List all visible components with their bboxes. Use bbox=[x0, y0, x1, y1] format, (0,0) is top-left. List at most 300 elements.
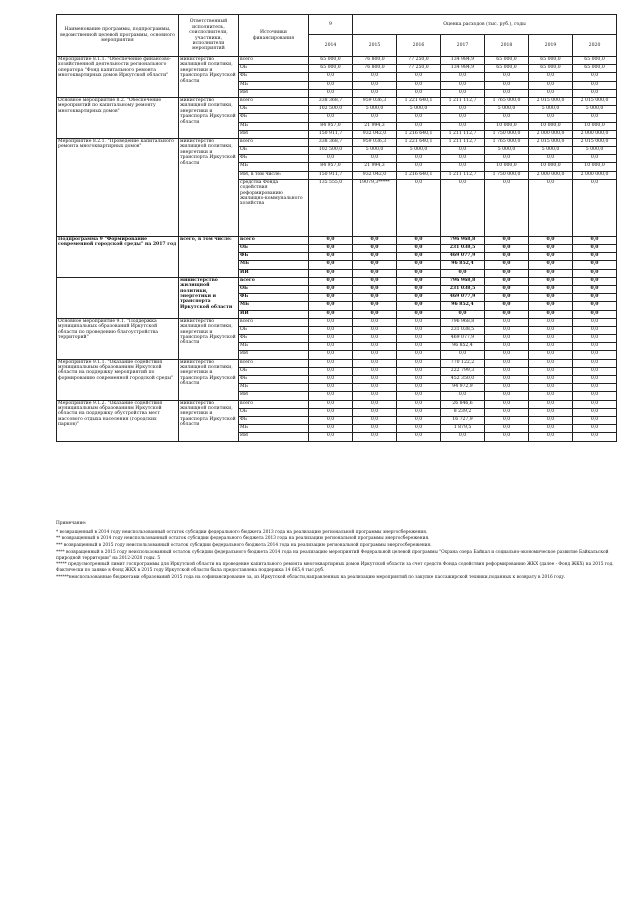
amount-cell: 0,0 bbox=[309, 433, 353, 441]
header-year: 2020 bbox=[573, 35, 617, 57]
amount-cell: 0,0 bbox=[309, 277, 353, 285]
note-item: ** возвращенный в 2014 году неиспользованный остаток субсидии федерального бюджета 2013 года на реализацию региональной программы энергосбережения. bbox=[56, 536, 430, 542]
funding-source: ОБ bbox=[239, 245, 309, 253]
amount-cell: 0,0 bbox=[485, 81, 529, 89]
amount-cell: 0,0 bbox=[485, 351, 529, 359]
funding-source: ОБ bbox=[239, 106, 309, 114]
amount-cell: 84 957,0 bbox=[309, 122, 353, 130]
amount-cell: 0,0 bbox=[353, 89, 397, 97]
amount-cell: 0,0 bbox=[441, 155, 485, 163]
amount-cell: 0,0 bbox=[397, 343, 441, 351]
amount-cell: 0,0 bbox=[529, 433, 573, 441]
amount-cell: 0,0 bbox=[309, 326, 353, 334]
amount-cell: 0,0 bbox=[397, 89, 441, 97]
amount-cell: 10 000,0 bbox=[529, 122, 573, 130]
note-item: **** возвращенный в 2015 году неиспользованный остаток субсидии федерального бюджета 2014 года на реализацию мероприятий Федеральной целевой программы "Охрана озера Байкал и социально-экономическое развитие Байкальской природной территории" на 2012-2020 годы. 5 bbox=[56, 549, 609, 561]
amount-cell: 0,0 bbox=[309, 351, 353, 359]
amount-cell: 2 000 000,0 bbox=[573, 171, 617, 179]
amount-cell: 932 042,0 bbox=[353, 130, 397, 138]
funding-source: ОБ bbox=[239, 147, 309, 155]
table-row bbox=[57, 57, 617, 65]
amount-cell: 0,0 bbox=[397, 416, 441, 424]
funding-source: ИИ bbox=[239, 310, 309, 318]
executor: министерство жилищной политики, энергетики и транспорта Иркутской области bbox=[179, 277, 239, 318]
amount-cell: 0,0 bbox=[441, 392, 485, 400]
funding-source: ИИ bbox=[239, 433, 309, 441]
amount-cell: 0,0 bbox=[441, 351, 485, 359]
amount-cell: 5 000,0 bbox=[485, 147, 529, 155]
amount-cell: 959 036,3 bbox=[353, 97, 397, 105]
amount-cell: 0,0 bbox=[397, 277, 441, 285]
amount-cell: 0,0 bbox=[529, 400, 573, 408]
amount-cell: 0,0 bbox=[485, 367, 529, 375]
amount-cell: 0,0 bbox=[485, 433, 529, 441]
amount-cell: 0,0 bbox=[485, 400, 529, 408]
amount-cell: 0,0 bbox=[485, 253, 529, 261]
amount-cell: 0,0 bbox=[485, 89, 529, 97]
amount-cell: 0,0 bbox=[529, 89, 573, 97]
amount-cell: 77 250,0 bbox=[397, 57, 441, 65]
amount-cell: 5 000,0 bbox=[353, 147, 397, 155]
amount-cell: 0,0 bbox=[529, 179, 573, 236]
amount-cell: 1 216 640,1 bbox=[397, 130, 441, 138]
amount-cell: 469 077,9 bbox=[441, 294, 485, 302]
amount-cell: 2 000 000,0 bbox=[529, 171, 573, 179]
amount-cell: 65 000,0 bbox=[485, 65, 529, 73]
funding-source: ФБ bbox=[239, 253, 309, 261]
amount-cell: 0,0 bbox=[309, 81, 353, 89]
amount-cell: 0,0 bbox=[529, 294, 573, 302]
amount-cell: 10 000,0 bbox=[573, 122, 617, 130]
activity-name: Основное мероприятие 8.2. "Обеспечение мероприятий по капитальному ремонту многоквартирных домов" bbox=[57, 97, 179, 138]
amount-cell: 0,0 bbox=[529, 359, 573, 367]
header-year: 2019 bbox=[529, 35, 573, 57]
amount-cell: 1 750 000,0 bbox=[485, 130, 529, 138]
funding-source: МБ bbox=[239, 384, 309, 392]
amount-cell: 0,0 bbox=[353, 408, 397, 416]
funding-source: ФБ bbox=[239, 376, 309, 384]
funding-source: всего bbox=[239, 400, 309, 408]
amount-cell: 0,0 bbox=[397, 376, 441, 384]
amount-cell: 65 000,0 bbox=[309, 57, 353, 65]
amount-cell: 0,0 bbox=[309, 400, 353, 408]
amount-cell: 0,0 bbox=[573, 236, 617, 244]
amount-cell: 0,0 bbox=[485, 416, 529, 424]
amount-cell: 0,0 bbox=[485, 245, 529, 253]
amount-cell: 0,0 bbox=[529, 73, 573, 81]
amount-cell: 0,0 bbox=[353, 294, 397, 302]
amount-cell: 0,0 bbox=[397, 163, 441, 171]
amount-cell: 0,0 bbox=[441, 433, 485, 441]
amount-cell: 0,0 bbox=[309, 285, 353, 293]
amount-cell: 0,0 bbox=[397, 384, 441, 392]
executor: министерство жилищной политики, энергетики и транспорта Иркутской области bbox=[179, 138, 239, 236]
amount-cell: 0,0 bbox=[573, 351, 617, 359]
amount-cell: 0,0 bbox=[309, 416, 353, 424]
activity-name: Основное мероприятие 9.1. "Поддержка муниципальных образований Иркутской области по проведению благоустройства территорий" bbox=[57, 318, 179, 359]
amount-cell: 0,0 bbox=[353, 416, 397, 424]
amount-cell: 0,0 bbox=[397, 236, 441, 244]
amount-cell: 0,0 bbox=[397, 261, 441, 269]
amount-cell: 0,0 bbox=[485, 236, 529, 244]
amount-cell: 0,0 bbox=[441, 73, 485, 81]
amount-cell: 0,0 bbox=[353, 433, 397, 441]
activity-name: Мероприятие 9.1.2. "Оказание содействия муниципальным образованиям Иркутской области на поддержку обустройства мест массового отдыха населения (городских парков)" bbox=[57, 400, 179, 441]
table-row bbox=[57, 97, 617, 105]
amount-cell: 469 077,9 bbox=[441, 335, 485, 343]
amount-cell: 0,0 bbox=[529, 376, 573, 384]
amount-cell: 0,0 bbox=[573, 261, 617, 269]
amount-cell: 0,0 bbox=[573, 81, 617, 89]
amount-cell: 5 000,0 bbox=[485, 106, 529, 114]
amount-cell: 0,0 bbox=[485, 425, 529, 433]
funding-source: ОБ bbox=[239, 408, 309, 416]
amount-cell: 338 368,7 bbox=[309, 138, 353, 146]
amount-cell: 0,0 bbox=[441, 89, 485, 97]
amount-cell: 19079,3***** bbox=[353, 179, 397, 236]
amount-cell: 1 221 640,1 bbox=[397, 138, 441, 146]
note-item: ******неиспользованные бюджетами образований 2015 года на софинансирование за, из Иркутской области,направленных на реализацию мероприятий по закупке пассажирской техники,поданных к возврату в 2016 году. bbox=[56, 574, 566, 580]
activity-name: Мероприятие 8.2.1. "Проведение капитального ремонта многоквартирных домов" bbox=[57, 138, 179, 236]
amount-cell: 26 846,6 bbox=[441, 400, 485, 408]
amount-cell: 0,0 bbox=[529, 335, 573, 343]
funding-source: ИИ bbox=[239, 392, 309, 400]
note-item: * возвращенный в 2014 году неиспользованный остаток субсидии федерального бюджета 2013 года на реализацию региональной программы энергосбережения. bbox=[56, 529, 428, 535]
funding-source: ОБ bbox=[239, 367, 309, 375]
amount-cell: 0,0 bbox=[353, 425, 397, 433]
amount-cell: 0,0 bbox=[397, 73, 441, 81]
amount-cell: 0,0 bbox=[573, 253, 617, 261]
amount-cell: 0,0 bbox=[485, 326, 529, 334]
amount-cell: 0,0 bbox=[529, 155, 573, 163]
amount-cell: 0,0 bbox=[441, 106, 485, 114]
amount-cell: 2 015 000,0 bbox=[529, 138, 573, 146]
amount-cell: 102 500,0 bbox=[309, 147, 353, 155]
activity-name: Мероприятие 8.1.1. "Обеспечение финансово-хозяйственной деятельности регионального оператора "Фонд капитального ремонта многоквартирных домов Иркутской области" bbox=[57, 57, 179, 98]
funding-source: МБ bbox=[239, 163, 309, 171]
amount-cell: 0,0 bbox=[441, 269, 485, 277]
amount-cell: 0,0 bbox=[309, 114, 353, 122]
activity-name: Мероприятие 9.1.1. "Оказание содействия муниципальным образованиям Иркутской области на поддержку мероприятий по формированию современной городской среды" bbox=[57, 359, 179, 400]
notes-title: Примечание: bbox=[56, 521, 87, 526]
amount-cell: 0,0 bbox=[573, 326, 617, 334]
amount-cell: 0,0 bbox=[309, 269, 353, 277]
funding-source: МБ bbox=[239, 302, 309, 310]
amount-cell: 338 368,7 bbox=[309, 97, 353, 105]
amount-cell: 0,0 bbox=[397, 179, 441, 236]
amount-cell: 0,0 bbox=[485, 318, 529, 326]
amount-cell: 0,0 bbox=[397, 400, 441, 408]
amount-cell: 0,0 bbox=[485, 114, 529, 122]
amount-cell: 0,0 bbox=[529, 408, 573, 416]
amount-cell: 0,0 bbox=[485, 335, 529, 343]
amount-cell: 959 036,3 bbox=[353, 138, 397, 146]
amount-cell: 0,0 bbox=[573, 302, 617, 310]
amount-cell: 0,0 bbox=[309, 392, 353, 400]
amount-cell: 0,0 bbox=[353, 269, 397, 277]
amount-cell: 0,0 bbox=[529, 253, 573, 261]
funding-source: ИИ, в том числе: bbox=[239, 171, 309, 179]
funding-source: МБ bbox=[239, 425, 309, 433]
amount-cell: 1 765 000,0 bbox=[485, 138, 529, 146]
amount-cell: 0,0 bbox=[573, 285, 617, 293]
amount-cell: 96 852,4 bbox=[441, 343, 485, 351]
funding-source: ИИ bbox=[239, 89, 309, 97]
header-year: 2018 bbox=[485, 35, 529, 57]
amount-cell: 932 042,0 bbox=[353, 171, 397, 179]
amount-cell: 0,0 bbox=[353, 236, 397, 244]
amount-cell: 65 000,0 bbox=[573, 57, 617, 65]
funding-source: МБ bbox=[239, 122, 309, 130]
amount-cell: 0,0 bbox=[529, 261, 573, 269]
executor: министерство жилищной политики, энергетики и транспорта Иркутской области bbox=[179, 359, 239, 400]
amount-cell: 0,0 bbox=[573, 400, 617, 408]
amount-cell: 1 211 112,7 bbox=[441, 97, 485, 105]
amount-cell: 0,0 bbox=[353, 376, 397, 384]
amount-cell: 0,0 bbox=[397, 367, 441, 375]
funding-source: ОБ bbox=[239, 65, 309, 73]
funding-source: ОБ bbox=[239, 285, 309, 293]
amount-cell: 0,0 bbox=[353, 277, 397, 285]
header-sum-number: 9 bbox=[309, 15, 353, 35]
amount-cell: 0,0 bbox=[573, 367, 617, 375]
amount-cell: 0,0 bbox=[573, 155, 617, 163]
amount-cell: 0,0 bbox=[485, 277, 529, 285]
amount-cell: 0,0 bbox=[309, 294, 353, 302]
amount-cell: 134 984,9 bbox=[441, 57, 485, 65]
amount-cell: 231 038,5 bbox=[441, 326, 485, 334]
amount-cell: 0,0 bbox=[397, 155, 441, 163]
amount-cell: 0,0 bbox=[485, 269, 529, 277]
amount-cell: 796 968,8 bbox=[441, 318, 485, 326]
amount-cell: 0,0 bbox=[573, 310, 617, 318]
amount-cell: 0,0 bbox=[397, 253, 441, 261]
amount-cell: 0,0 bbox=[309, 89, 353, 97]
amount-cell: 5 000,0 bbox=[397, 147, 441, 155]
amount-cell: 10 000,0 bbox=[573, 163, 617, 171]
executor: всего, в том числе: bbox=[179, 236, 239, 277]
amount-cell: 0,0 bbox=[529, 277, 573, 285]
amount-cell: 0,0 bbox=[353, 392, 397, 400]
amount-cell: 5 000,0 bbox=[397, 106, 441, 114]
budget-table bbox=[56, 14, 617, 442]
amount-cell: 0,0 bbox=[485, 155, 529, 163]
table-row bbox=[57, 236, 617, 244]
amount-cell: 0,0 bbox=[529, 384, 573, 392]
amount-cell: 0,0 bbox=[573, 359, 617, 367]
amount-cell: 1 765 000,0 bbox=[485, 97, 529, 105]
amount-cell: 0,0 bbox=[353, 318, 397, 326]
amount-cell: 0,0 bbox=[353, 253, 397, 261]
amount-cell: 0,0 bbox=[529, 310, 573, 318]
amount-cell: 0,0 bbox=[397, 269, 441, 277]
amount-cell: 0,0 bbox=[353, 261, 397, 269]
amount-cell: 0,0 bbox=[353, 73, 397, 81]
amount-cell: 0,0 bbox=[397, 335, 441, 343]
amount-cell: 0,0 bbox=[397, 294, 441, 302]
funding-source: всего bbox=[239, 318, 309, 326]
amount-cell: 1 879,5 bbox=[441, 425, 485, 433]
amount-cell: 0,0 bbox=[309, 318, 353, 326]
header-source: Источники финансирования bbox=[239, 15, 309, 57]
notes-section bbox=[56, 521, 616, 581]
amount-cell: 0,0 bbox=[485, 310, 529, 318]
header-year: 2016 bbox=[397, 35, 441, 57]
amount-cell: 8 239,2 bbox=[441, 408, 485, 416]
funding-source: ФБ bbox=[239, 416, 309, 424]
amount-cell: 5 000,0 bbox=[529, 147, 573, 155]
amount-cell: 0,0 bbox=[397, 285, 441, 293]
amount-cell: 0,0 bbox=[485, 179, 529, 236]
funding-source: средства Фонда содействия реформированию жилищно-коммунального хозяйства bbox=[239, 179, 309, 236]
amount-cell: 0,0 bbox=[309, 245, 353, 253]
funding-source: МБ bbox=[239, 81, 309, 89]
amount-cell: 2 015 000,0 bbox=[529, 97, 573, 105]
funding-source: всего bbox=[239, 138, 309, 146]
amount-cell: 5 000,0 bbox=[573, 106, 617, 114]
amount-cell: 0,0 bbox=[309, 261, 353, 269]
funding-source: ФБ bbox=[239, 294, 309, 302]
amount-cell: 0,0 bbox=[309, 335, 353, 343]
amount-cell: 0,0 bbox=[397, 122, 441, 130]
amount-cell: 796 968,8 bbox=[441, 277, 485, 285]
amount-cell: 0,0 bbox=[353, 310, 397, 318]
funding-source: ФБ bbox=[239, 73, 309, 81]
amount-cell: 76 800,0 bbox=[353, 65, 397, 73]
table-row bbox=[57, 318, 617, 326]
amount-cell: 16 727,9 bbox=[441, 416, 485, 424]
amount-cell: 0,0 bbox=[573, 114, 617, 122]
amount-cell: 0,0 bbox=[353, 302, 397, 310]
amount-cell: 5 000,0 bbox=[353, 106, 397, 114]
amount-cell: 1 221 640,1 bbox=[397, 97, 441, 105]
amount-cell: 65 000,0 bbox=[485, 57, 529, 65]
amount-cell: 0,0 bbox=[485, 408, 529, 416]
amount-cell: 65 000,0 bbox=[573, 65, 617, 73]
amount-cell: 231 038,5 bbox=[441, 245, 485, 253]
amount-cell: 0,0 bbox=[441, 179, 485, 236]
amount-cell: 0,0 bbox=[353, 326, 397, 334]
amount-cell: 0,0 bbox=[573, 343, 617, 351]
amount-cell: 0,0 bbox=[397, 408, 441, 416]
amount-cell: 0,0 bbox=[529, 269, 573, 277]
amount-cell: 0,0 bbox=[485, 73, 529, 81]
amount-cell: 0,0 bbox=[441, 310, 485, 318]
table-row bbox=[57, 400, 617, 408]
funding-source: всего bbox=[239, 359, 309, 367]
amount-cell: 0,0 bbox=[485, 294, 529, 302]
amount-cell: 2 015 000,0 bbox=[573, 138, 617, 146]
amount-cell: 0,0 bbox=[397, 81, 441, 89]
amount-cell: 0,0 bbox=[529, 367, 573, 375]
amount-cell: 1 216 640,1 bbox=[397, 171, 441, 179]
amount-cell: 0,0 bbox=[529, 425, 573, 433]
amount-cell: 1 211 112,7 bbox=[441, 130, 485, 138]
amount-cell: 0,0 bbox=[485, 302, 529, 310]
amount-cell: 0,0 bbox=[309, 302, 353, 310]
amount-cell: 0,0 bbox=[441, 81, 485, 89]
amount-cell: 0,0 bbox=[309, 359, 353, 367]
amount-cell: 0,0 bbox=[309, 155, 353, 163]
amount-cell: 102 500,0 bbox=[309, 106, 353, 114]
amount-cell: 0,0 bbox=[529, 245, 573, 253]
table-row bbox=[57, 359, 617, 367]
amount-cell: 0,0 bbox=[529, 285, 573, 293]
executor: министерство жилищной политики, энергетики и транспорта Иркутской области bbox=[179, 400, 239, 441]
amount-cell: 469 077,9 bbox=[441, 253, 485, 261]
amount-cell: 0,0 bbox=[353, 81, 397, 89]
amount-cell: 0,0 bbox=[397, 114, 441, 122]
amount-cell: 134 984,9 bbox=[441, 65, 485, 73]
amount-cell: 0,0 bbox=[529, 416, 573, 424]
funding-source: ФБ bbox=[239, 155, 309, 163]
amount-cell: 0,0 bbox=[353, 245, 397, 253]
amount-cell: 0,0 bbox=[573, 245, 617, 253]
amount-cell: 0,0 bbox=[441, 147, 485, 155]
amount-cell: 0,0 bbox=[309, 343, 353, 351]
amount-cell: 0,0 bbox=[309, 376, 353, 384]
amount-cell: 65 000,0 bbox=[309, 65, 353, 73]
header-executor: Ответственный исполнитель, соисполнители, участники, исполнители мероприятий bbox=[179, 15, 239, 57]
amount-cell: 10 000,0 bbox=[529, 163, 573, 171]
amount-cell: 0,0 bbox=[485, 376, 529, 384]
amount-cell: 0,0 bbox=[573, 277, 617, 285]
amount-cell: 96 852,4 bbox=[441, 302, 485, 310]
amount-cell: 76 800,0 bbox=[353, 57, 397, 65]
amount-cell: 0,0 bbox=[353, 384, 397, 392]
amount-cell: 0,0 bbox=[485, 343, 529, 351]
executor: министерство жилищной политики, энергетики и транспорта Иркутской области bbox=[179, 318, 239, 359]
amount-cell: 0,0 bbox=[397, 392, 441, 400]
amount-cell: 0,0 bbox=[353, 155, 397, 163]
executor: министерство жилищной политики, энергетики и транспорта Иркутской области bbox=[179, 97, 239, 138]
funding-source: ОБ bbox=[239, 326, 309, 334]
funding-source: ИИ bbox=[239, 269, 309, 277]
amount-cell: 10 000,0 bbox=[485, 163, 529, 171]
amount-cell: 5 000,0 bbox=[529, 106, 573, 114]
amount-cell: 0,0 bbox=[397, 326, 441, 334]
amount-cell: 21 994,3 bbox=[353, 163, 397, 171]
amount-cell: 0,0 bbox=[309, 310, 353, 318]
amount-cell: 0,0 bbox=[353, 285, 397, 293]
amount-cell: 0,0 bbox=[397, 359, 441, 367]
amount-cell: 0,0 bbox=[353, 359, 397, 367]
amount-cell: 0,0 bbox=[573, 89, 617, 97]
amount-cell: 0,0 bbox=[397, 433, 441, 441]
amount-cell: 0,0 bbox=[485, 359, 529, 367]
table-row bbox=[57, 138, 617, 146]
amount-cell: 0,0 bbox=[573, 392, 617, 400]
amount-cell: 0,0 bbox=[573, 269, 617, 277]
note-item: ***** предусмотренный лимит госпрограммы для Иркутской области на проведение капитального ремонта многоквартирных домов Иркутской области за счет средств Фонда содействия реформированию ЖКХ (далее - Фонд ЖКХ) на 2015 год. Фактически по заявке в Фонд ЖКХ в 2015 году Иркутской области была предоставлена поддержка 14 665,4 тыс.руб. bbox=[56, 562, 614, 573]
amount-cell: 0,0 bbox=[529, 114, 573, 122]
amount-cell: 770 122,2 bbox=[441, 359, 485, 367]
document-page bbox=[56, 14, 616, 442]
amount-cell: 0,0 bbox=[573, 408, 617, 416]
amount-cell: 0,0 bbox=[397, 425, 441, 433]
amount-cell: 0,0 bbox=[441, 122, 485, 130]
amount-cell: 94 972,9 bbox=[441, 384, 485, 392]
amount-cell: 0,0 bbox=[397, 318, 441, 326]
funding-source: ИИ bbox=[239, 351, 309, 359]
amount-cell: 0,0 bbox=[573, 425, 617, 433]
activity-name: Подпрограмма 9 "Формирование современной городской среды" на 2017 год bbox=[57, 236, 179, 277]
amount-cell: 1 211 112,7 bbox=[441, 171, 485, 179]
amount-cell: 150 911,7 bbox=[309, 130, 353, 138]
amount-cell: 0,0 bbox=[397, 351, 441, 359]
funding-source: всего bbox=[239, 57, 309, 65]
amount-cell: 0,0 bbox=[309, 253, 353, 261]
